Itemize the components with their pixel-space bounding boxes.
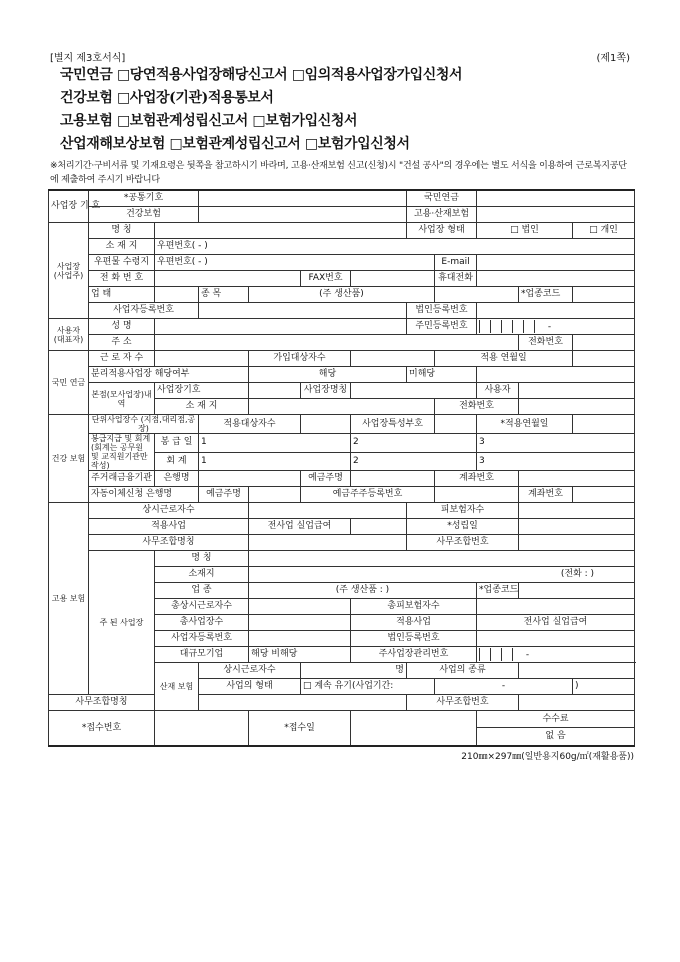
health-target-label: 적용대상자수: [199, 415, 301, 434]
form-number: [별지 제3호서식]: [50, 53, 126, 64]
prev-biz-label: 전사업 실업급여: [249, 519, 351, 535]
mgmt-dash: -: [525, 650, 530, 660]
bank-name-label: 은행명: [155, 471, 199, 487]
corp-checkbox[interactable]: □ 법인: [477, 223, 573, 239]
main-large-yn[interactable]: 해당 비해당: [249, 647, 351, 663]
main-product-field[interactable]: (주 생산품): [249, 287, 435, 303]
employer-rrn-label: 주민등록번호: [407, 319, 477, 335]
injury-union-no-label: 사무조합번호: [407, 695, 519, 711]
injury-union-no-field[interactable]: [519, 695, 635, 711]
auto-holder-field[interactable]: [249, 487, 301, 503]
fax-label: FAX번호: [301, 271, 351, 287]
hq-name-field[interactable]: [351, 383, 477, 399]
pay-day-label: 봉 급 일: [155, 434, 199, 453]
title-pension: 국민연금 □당연적용사업장해당신고서 □임의적용사업장가입신청서: [60, 67, 463, 83]
bank-name-field[interactable]: [199, 471, 301, 487]
main-total-label: 총상시근로자수: [155, 599, 249, 615]
account-no-field[interactable]: [519, 471, 635, 487]
auto-holder-label: 예금주명: [199, 487, 249, 503]
biz-name-field[interactable]: [155, 223, 407, 239]
pension-workers-label: 근 로 자 수: [89, 351, 155, 367]
main-mgmt-field[interactable]: [477, 647, 635, 663]
form-page: [48, 46, 634, 762]
biz-type-label: 사업장 형태: [407, 223, 477, 239]
main-reg-field[interactable]: [249, 631, 351, 647]
receipt-no-label: *접수번호: [49, 711, 155, 747]
main-prev-label: 전사업 실업급여: [477, 615, 635, 631]
corp-reg-field[interactable]: [477, 303, 635, 319]
biz-period-dash[interactable]: -: [435, 679, 573, 695]
pension-apply-date-label: 적용 연월일: [435, 351, 573, 367]
apply-biz-label: 적용사업: [89, 519, 249, 535]
biz-form-label: 사업의 형태: [199, 679, 301, 695]
main-addr-field[interactable]: (전화 : ): [249, 567, 635, 583]
pension-section: 국민 연금: [49, 351, 89, 415]
biz-phone-label: 전 화 번 호: [89, 271, 155, 287]
account-3[interactable]: 3: [477, 452, 635, 471]
hq-addr-field[interactable]: [249, 399, 435, 415]
main-addr-label: 소재지: [155, 567, 249, 583]
industry-code-label: *업종코드: [519, 287, 573, 303]
separate-yes[interactable]: 해당: [249, 367, 407, 383]
health-code-label: 건강보험: [89, 207, 199, 223]
biz-phone-field[interactable]: [155, 271, 301, 287]
separate-no[interactable]: 미해당: [407, 367, 477, 383]
receipt-no-field[interactable]: [155, 711, 249, 747]
industry-code-field[interactable]: [573, 287, 635, 303]
employ-injury-code-field[interactable]: [477, 207, 635, 223]
auto-account-label: 계좌번호: [519, 487, 573, 503]
regular-workers-label: 상시근로자수: [89, 503, 249, 519]
biz-name-label: 명 칭: [89, 223, 155, 239]
special-code-field[interactable]: [435, 415, 477, 434]
auto-account-field[interactable]: [573, 487, 635, 503]
account-2[interactable]: 2: [351, 452, 477, 471]
account-no-label: 계좌번호: [435, 471, 519, 487]
prev-biz-field[interactable]: [351, 519, 407, 535]
health-code-field[interactable]: [199, 207, 407, 223]
employ-injury-code-label: 고용·산재보험: [407, 207, 477, 223]
union-no-label: 사무조합번호: [407, 535, 519, 551]
symbol-section: 사업장 기 호: [49, 190, 89, 223]
email-field[interactable]: [477, 255, 635, 271]
email-label: E-mail: [435, 255, 477, 271]
main-name-label: 명 칭: [155, 551, 249, 567]
form-header: [48, 46, 634, 64]
pension-apply-date-field[interactable]: [573, 351, 635, 367]
special-code-label: 사업장특성부호: [351, 415, 435, 434]
main-product-field[interactable]: (주 생산품 : ): [249, 583, 477, 599]
separate-blank: [477, 367, 635, 383]
pay-day-3[interactable]: 3: [477, 434, 635, 453]
main-total-ins-field[interactable]: [477, 599, 635, 615]
auto-rrn-label: 예금주주등록번호: [301, 487, 435, 503]
main-large-label: 대규모기업: [155, 647, 249, 663]
hq-phone-field[interactable]: [519, 399, 635, 415]
main-count-field[interactable]: [249, 615, 351, 631]
employer-address-label: 주 소: [89, 335, 155, 351]
main-reg-label: 사업자등록번호: [155, 631, 249, 647]
biz-kind-label: 사업의 종류: [407, 663, 519, 679]
biz-reg-label: 사업자등록번호: [89, 303, 199, 319]
pension-eligible-field[interactable]: [351, 351, 435, 367]
hq-user-field[interactable]: [519, 383, 635, 399]
title-injury: 산업재해보상보험 □보험관계성립신고서 □보험가입신청서: [60, 136, 410, 152]
biz-form-option[interactable]: □ 계속 유기(사업기간:: [301, 679, 435, 695]
main-total-ins-label: 총피보험자수: [351, 599, 477, 615]
employer-section: 사용자 (대표자): [49, 319, 89, 351]
row-symbol-2: [49, 207, 635, 223]
main-type-label: 업 종: [155, 583, 249, 599]
page-number: (제1쪽): [596, 53, 630, 64]
biz-category-label: 업 태: [89, 287, 155, 303]
biz-item-label: 종 목: [199, 287, 249, 303]
hq-user-label: 사용자: [477, 383, 519, 399]
injury-regular-unit[interactable]: 명: [301, 663, 407, 679]
health-section: 건강 보험: [49, 415, 89, 503]
est-date-field[interactable]: [519, 519, 635, 535]
form-titles: [48, 64, 634, 156]
main-code-label: *업종코드: [477, 583, 519, 599]
mobile-field[interactable]: [477, 271, 635, 287]
employer-name-field[interactable]: [155, 319, 407, 335]
main-count-label: 총사업장수: [155, 615, 249, 631]
main-bank-label: 주거래금융기관: [89, 471, 155, 487]
mail-address-label: 우편물 수령지: [89, 255, 155, 271]
union-name-field[interactable]: [249, 535, 407, 551]
auto-transfer-label: 자동이체신청 은행명: [89, 487, 199, 503]
rrn-dash: -: [547, 322, 552, 332]
union-no-field[interactable]: [519, 535, 635, 551]
hq-code-field[interactable]: [249, 383, 301, 399]
holder-field[interactable]: [351, 471, 435, 487]
paper-spec: 210㎜×297㎜(일반용지60g/㎡(재활용품)): [461, 752, 634, 762]
pension-code-label: 국민연금: [407, 190, 477, 207]
pay-day-2[interactable]: 2: [351, 434, 477, 453]
biz-reg-field[interactable]: [199, 303, 407, 319]
account-label: 회 계: [155, 452, 199, 471]
main-corp-field[interactable]: [477, 631, 635, 647]
hq-addr-label: 소 재 지: [155, 399, 249, 415]
employer-phone-label: 전화번호: [519, 335, 573, 351]
auto-rrn-field[interactable]: [435, 487, 519, 503]
insured-field[interactable]: [519, 503, 635, 519]
biz-address-label: 소 재 지: [89, 239, 155, 255]
corp-reg-label: 법인등록번호: [407, 303, 477, 319]
biz-item-blank[interactable]: [435, 287, 519, 303]
pension-code-field[interactable]: [477, 190, 635, 207]
hq-phone-label: 전화번호: [435, 399, 519, 415]
common-code-field[interactable]: [199, 190, 407, 207]
pension-workers-field[interactable]: [155, 351, 249, 367]
pay-day-1[interactable]: 1: [199, 434, 351, 453]
union-name-label: 사무조합명칭: [89, 535, 249, 551]
est-date-label: *성립일: [407, 519, 519, 535]
form-table: [48, 189, 635, 747]
title-health: 건강보험 □사업장(기관)적용통보서: [60, 90, 274, 106]
biz-period-close: ): [573, 679, 635, 695]
mail-address-field[interactable]: 우편번호( - ): [155, 255, 435, 271]
injury-section: 산재 보험: [155, 663, 199, 711]
separate-label: 분리적용사업장 해당여부: [89, 367, 249, 383]
health-apply-date-label: *적용연월일: [477, 415, 573, 434]
fax-field[interactable]: [351, 271, 435, 287]
employer-name-label: 성 명: [89, 319, 155, 335]
regular-workers-field[interactable]: [249, 503, 407, 519]
main-site-label: 주 된 사업장: [89, 551, 155, 695]
instructions-note: ※처리기간·구비서류 및 기재요령은 뒷쪽을 참고하시기 바라며, 고용·산재보험 신고(신청)시 "건설 공사"의 경우에는 별도 서식을 이용하여 근로복지공단에 제출하여 주시기 바랍니다: [50, 161, 627, 185]
unit-count-label: 단위사업장수 (지점,대리점,공장): [89, 415, 199, 434]
employer-address-field[interactable]: [155, 335, 519, 351]
injury-regular-label: 상시근로자수: [199, 663, 301, 679]
common-code-label: *공통기호: [89, 190, 199, 207]
main-name-field[interactable]: [249, 551, 635, 567]
biz-address-field[interactable]: 우편번호( - ): [155, 239, 635, 255]
main-apply-label: 적용사업: [351, 615, 477, 631]
holder-label: 예금주명: [301, 471, 351, 487]
pay-dept-label: 봉급지급 및 회계 (회계는 공무원 및 교직원기관만 작성): [89, 434, 155, 471]
hq-name-label: 사업장명칭: [301, 383, 351, 399]
fee-label: 수수료: [477, 711, 635, 728]
main-corp-label: 법인등록번호: [351, 631, 477, 647]
fee-value: 없 음: [477, 728, 635, 746]
pension-eligible-label: 가입대상자수: [249, 351, 351, 367]
main-total-field[interactable]: [249, 599, 351, 615]
biz-category-field[interactable]: [155, 287, 199, 303]
indiv-checkbox[interactable]: □ 개인: [573, 223, 635, 239]
mobile-label: 휴대전화: [435, 271, 477, 287]
title-employment: 고용보험 □보험관계성립신고서 □보험가입신청서: [60, 113, 358, 129]
injury-union-name-field[interactable]: [199, 695, 407, 711]
health-apply-date-field[interactable]: [573, 415, 635, 434]
business-section: 사업장 (사업주): [49, 223, 89, 319]
hq-label: 본점(모사업장)내역: [89, 383, 155, 415]
receipt-date-field[interactable]: [351, 711, 477, 747]
biz-kind-field[interactable]: [519, 663, 635, 679]
employer-rrn-field[interactable]: [477, 319, 635, 335]
row-symbol-1: [49, 190, 635, 207]
insured-label: 피보험자수: [407, 503, 519, 519]
employer-phone-field[interactable]: [573, 335, 635, 351]
account-1[interactable]: 1: [199, 452, 351, 471]
receipt-date-label: *접수일: [249, 711, 351, 747]
health-target-field[interactable]: [301, 415, 351, 434]
hq-code-label: 사업장기호: [155, 383, 249, 399]
main-mgmt-label: 주사업장관리번호: [351, 647, 477, 663]
injury-union-name-label: 사무조합명칭: [49, 695, 155, 711]
main-code-field[interactable]: [519, 583, 635, 599]
employment-section: 고용 보험: [49, 503, 89, 695]
